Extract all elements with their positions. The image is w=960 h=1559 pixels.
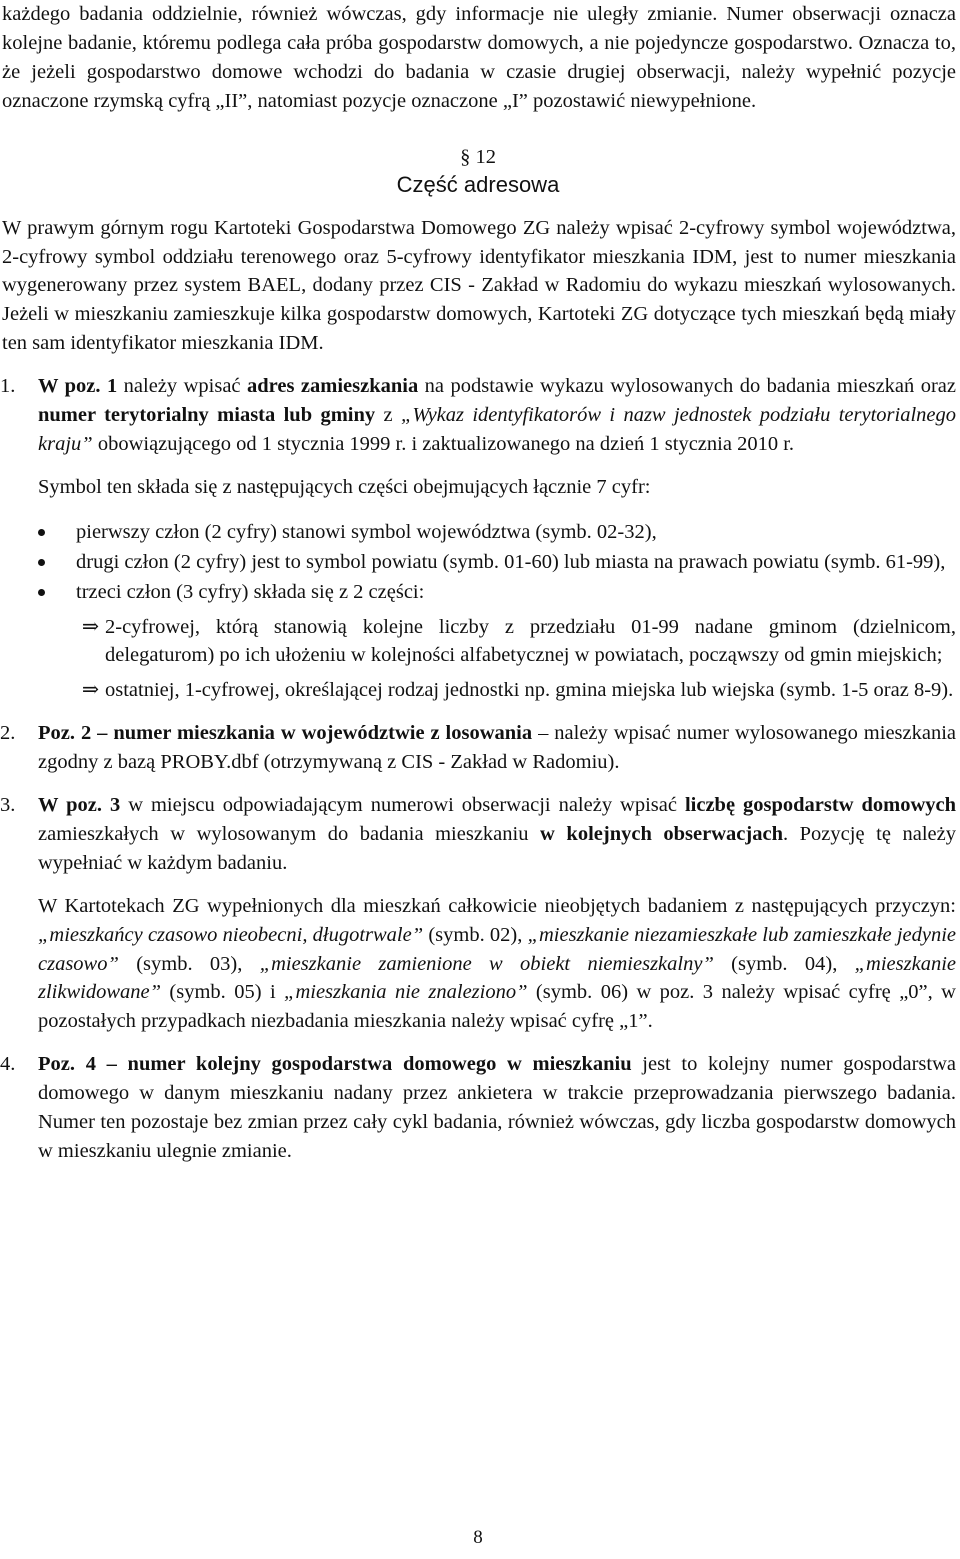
item-text: zamieszkałych w wylosowanym do badania mieszkaniu [38, 822, 541, 845]
item-number: 1. [0, 375, 16, 398]
list-item [0, 518, 956, 547]
item-bold: liczbę gospodarstw domowych [684, 794, 957, 817]
arrow-text: ostatniej, 1-cyfrowej, określającej rodzaj jednostki np. gmina miejska lub wiejska (symb. 1-5 oraz 8-9). [105, 679, 954, 702]
section-intro-paragraph: W prawym górnym rogu Kartoteki Gospodarstwa Domowego ZG należy wpisać 2-cyfrowy symbol województwa, 2-cyfrowy symbol oddziału terenowego oraz 5-cyfrowy identyfikator mieszkania IDM, jest to numer mieszkania wygenerowany przez system BAEL, dodany przez CIS - Zakład w Radomiu do wykazu mieszkań wylosowanych. Jeżeli w mieszkaniu zamieszkuje kilka gospodarstw domowych, Kartoteki ZG dotyczące tych mieszkań będą miały ten sam identyfikator mieszkania IDM. [2, 216, 956, 355]
item-number: 3. [0, 794, 16, 817]
item-italic: „mieszkania nie znaleziono” [284, 981, 528, 1004]
item-italic: „mieszkanie zlikwidowane” [38, 952, 957, 1004]
page-number: 8 [473, 1527, 483, 1548]
item-italic: „mieszkanie niezamieszkałe lub zamieszkałe jedynie czasowo” [38, 923, 957, 975]
list-item-3 [0, 791, 956, 1036]
bullet-icon [0, 548, 76, 577]
item-bold: adres zamieszkania [246, 375, 419, 398]
item-text: (symb. 05) i [161, 981, 285, 1004]
arrow-text: 2-cyfrowej, którą stanowią kolejne liczby z przedziału 01-99 nadane gminom (dzielnicom, delegaturom) po ich ułożeniu w kolejności alfabetycznej w powiatach, począwszy od gmin miejskich; [105, 615, 956, 667]
list-item [0, 676, 956, 705]
section-title: Część adresowa [396, 171, 560, 197]
double-arrow-icon: ⇒ [81, 615, 99, 638]
bullet-text: pierwszy człon (2 cyfry) stanowi symbol województwa (symb. 02-32), [76, 520, 657, 543]
item-italic: „mieszkańcy czasowo nieobecni, długotrwale” [38, 923, 424, 946]
item-text: (symb. 06) w poz. 3 należy wpisać cyfrę „0”, w pozostałych przypadkach niezbadania mieszkania należy wpisać cyfrę „1”. [38, 981, 956, 1033]
item-text: – należy wpisać numer wylosowanego mieszkania zgodny z bazą PROBY.dbf (otrzymywaną z CIS - Zakład w Radomiu). [38, 722, 957, 774]
symbol-intro: Symbol ten składa się z następujących części obejmujących łącznie 7 cyfr: [38, 475, 651, 498]
item-text: należy wpisać [117, 375, 247, 398]
item-body [38, 719, 956, 777]
arrow-list [0, 613, 956, 706]
list-item [0, 613, 956, 671]
item-lead: W poz. [38, 794, 102, 817]
item-body [38, 791, 956, 1036]
item-text: (symb. 02), [423, 923, 528, 946]
item-lead: Poz. [38, 722, 75, 745]
list-item-2 [0, 719, 956, 777]
item-4-paragraph [38, 1050, 956, 1166]
list-item [0, 548, 956, 577]
bullet-icon [0, 518, 76, 547]
item-text: w miejscu odpowiadającym numerowi obserwacji należy wpisać [120, 794, 685, 817]
item-position: 1 [106, 375, 118, 398]
list-item-1 [0, 372, 956, 502]
item-body [38, 1050, 956, 1166]
item-bold: 2 – numer mieszkania w województwie z losowania [80, 722, 533, 745]
item-text: z [375, 404, 401, 427]
intro-paragraph: każdego badania oddzielnie, również wówczas, gdy informacje nie uległy zmianie. Numer obserwacji oznacza kolejne badanie, któremu podlega cała próba gospodarstw domowych, a nie pojedyncze gospodarstwo. Oznacza to, że jeżeli gospodarstwo domowe wchodzi do badania w czasie drugiej obserwacji, należy wypełnić pozycje oznaczone rzymską cyfrą „II”, natomiast pozycje oznaczone „I” pozostawić niewypełnione. [2, 3, 956, 112]
item-lead: Poz. [38, 1053, 75, 1076]
item-2-paragraph [38, 719, 956, 777]
item-bold: w kolejnych obserwacjach [540, 822, 783, 845]
item-position: 3 [109, 794, 121, 817]
item-text: (symb. 03), [118, 952, 260, 975]
item-lead: W poz. [38, 375, 101, 398]
item-text: jest to kolejny numer gospodarstwa domowego w danym mieszkaniu nadany przez ankietera w trakcie przeprowadzania pierwszego badania. Numer ten pozostaje bez zmian przez cały cykl badania, również wówczas, gdy liczba gospodarstw domowych w mieszkaniu ulegnie zmianie. [38, 1053, 956, 1162]
item-text: W Kartotekach ZG wypełnionych dla mieszkań całkowicie nieobjętych badaniem z następujących przyczyn: [38, 894, 956, 917]
item-italic: „mieszkanie zamienione w obiekt niemieszkalny” [259, 952, 714, 975]
item-text: obowiązującego od 1 stycznia 1999 r. i zaktualizowanego na dzień 1 stycznia 2010 r. [92, 432, 795, 455]
bullet-text: trzeci człon (3 cyfry) składa się z 2 części: [76, 580, 425, 603]
item-1-paragraph [38, 372, 956, 459]
list-item [0, 578, 956, 607]
list-item-4 [0, 1050, 956, 1166]
item-body [38, 372, 956, 502]
bullet-icon [0, 578, 76, 607]
item-3-second-paragraph [38, 892, 956, 1037]
item-text: na podstawie wykazu wylosowanych do badania mieszkań oraz [418, 375, 956, 398]
item-italic: „Wykaz identyfikatorów i nazw jednostek podziału terytorialnego kraju” [38, 404, 956, 455]
item-bold: 4 – numer kolejny gospodarstwa domowego w mieszkaniu [85, 1053, 632, 1076]
item-3-paragraph [38, 791, 956, 878]
item-number: 4. [0, 1053, 16, 1076]
bullet-text: drugi człon (2 cyfry) jest to symbol powiatu (symb. 01-60) lub miasta na prawach powiatu (symb. 61-99), [76, 550, 946, 573]
double-arrow-icon: ⇒ [81, 679, 99, 702]
section-number: § 12 [460, 145, 496, 168]
bullet-list [0, 518, 956, 607]
item-text: (symb. 04), [713, 952, 855, 975]
item-number: 2. [0, 722, 16, 745]
item-bold: numer terytorialny miasta lub gminy [38, 404, 376, 427]
item-text: . Pozycję tę należy wypełniać w każdym badaniu. [38, 822, 956, 874]
